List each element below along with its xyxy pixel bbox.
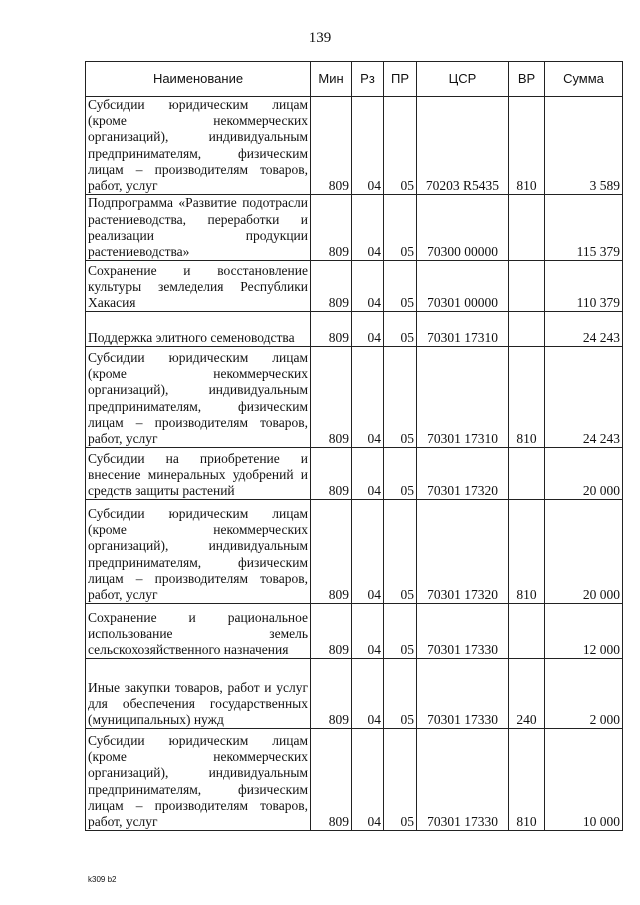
row-vr — [509, 604, 545, 659]
row-min: 809 — [311, 604, 352, 659]
table-row — [86, 659, 623, 729]
row-rz: 04 — [352, 261, 384, 312]
row-name: Иные закупки товаров, работ и услуг для обеспечения государственных (муниципальных) нужд — [86, 659, 311, 729]
table-row — [86, 448, 623, 500]
row-csr: 70301 17330 — [417, 729, 509, 831]
row-sum: 12 000 — [545, 604, 623, 659]
row-csr: 70301 17310 — [417, 312, 509, 347]
row-pr: 05 — [384, 604, 417, 659]
row-min: 809 — [311, 659, 352, 729]
row-csr: 70301 00000 — [417, 261, 509, 312]
row-vr: 810 — [509, 729, 545, 831]
row-rz: 04 — [352, 97, 384, 195]
header-rz: Рз — [352, 62, 384, 97]
row-rz: 04 — [352, 604, 384, 659]
header-vr: ВР — [509, 62, 545, 97]
row-pr: 05 — [384, 97, 417, 195]
row-min: 809 — [311, 312, 352, 347]
row-csr: 70301 17310 — [417, 347, 509, 448]
row-sum: 20 000 — [545, 500, 623, 604]
header-pr: ПР — [384, 62, 417, 97]
row-min: 809 — [311, 347, 352, 448]
row-sum: 3 589 — [545, 97, 623, 195]
row-name: Субсидии юридическим лицам (кроме некоммерческих организаций), индивидуальным предпринимателям, физическим лицам – производителям товаров, работ, услуг — [86, 729, 311, 831]
row-vr — [509, 448, 545, 500]
table-row — [86, 195, 623, 261]
row-csr: 70301 17330 — [417, 604, 509, 659]
row-sum: 24 243 — [545, 312, 623, 347]
row-min: 809 — [311, 500, 352, 604]
table-row — [86, 500, 623, 604]
row-min: 809 — [311, 97, 352, 195]
row-vr: 810 — [509, 97, 545, 195]
row-vr: 810 — [509, 500, 545, 604]
row-rz: 04 — [352, 659, 384, 729]
table-row — [86, 347, 623, 448]
row-name: Субсидии на приобретение и внесение минеральных удобрений и средств защиты растений — [86, 448, 311, 500]
row-csr: 70300 00000 — [417, 195, 509, 261]
row-sum: 115 379 — [545, 195, 623, 261]
row-pr: 05 — [384, 261, 417, 312]
table-row — [86, 261, 623, 312]
footer-code: k309 b2 — [88, 875, 117, 884]
header-csr: ЦСР — [417, 62, 509, 97]
row-rz: 04 — [352, 448, 384, 500]
row-rz: 04 — [352, 195, 384, 261]
row-vr: 240 — [509, 659, 545, 729]
row-min: 809 — [311, 261, 352, 312]
row-name: Субсидии юридическим лицам (кроме некоммерческих организаций), индивидуальным предпринимателям, физическим лицам – производителям товаров, работ, услуг — [86, 347, 311, 448]
row-sum: 24 243 — [545, 347, 623, 448]
row-csr: 70301 17330 — [417, 659, 509, 729]
row-rz: 04 — [352, 312, 384, 347]
row-sum: 110 379 — [545, 261, 623, 312]
row-pr: 05 — [384, 448, 417, 500]
row-vr — [509, 195, 545, 261]
table-row — [86, 97, 623, 195]
page-number: 139 — [308, 30, 332, 46]
row-sum: 2 000 — [545, 659, 623, 729]
row-pr: 05 — [384, 195, 417, 261]
table-row — [86, 729, 623, 831]
row-pr: 05 — [384, 729, 417, 831]
row-min: 809 — [311, 195, 352, 261]
row-pr: 05 — [384, 347, 417, 448]
row-sum: 10 000 — [545, 729, 623, 831]
row-name: Субсидии юридическим лицам (кроме некоммерческих организаций), индивидуальным предпринимателям, физическим лицам – производителям товаров, работ, услуг — [86, 500, 311, 604]
row-csr: 70301 17320 — [417, 448, 509, 500]
row-pr: 05 — [384, 312, 417, 347]
row-sum: 20 000 — [545, 448, 623, 500]
header-sum: Сумма — [545, 62, 623, 97]
row-rz: 04 — [352, 347, 384, 448]
row-rz: 04 — [352, 729, 384, 831]
row-min: 809 — [311, 729, 352, 831]
table-row — [86, 312, 623, 347]
row-name: Субсидии юридическим лицам (кроме некоммерческих организаций), индивидуальным предпринимателям, физическим лицам – производителям товаров, работ, услуг — [86, 97, 311, 195]
row-csr: 70203 R5435 — [417, 97, 509, 195]
header-min: Мин — [311, 62, 352, 97]
row-name: Сохранение и восстановление культуры земледелия Республики Хакасия — [86, 261, 311, 312]
row-min: 809 — [311, 448, 352, 500]
row-vr — [509, 312, 545, 347]
row-vr: 810 — [509, 347, 545, 448]
row-pr: 05 — [384, 500, 417, 604]
table-header-row — [86, 62, 623, 97]
row-pr: 05 — [384, 659, 417, 729]
row-name: Подпрограмма «Развитие подотрасли растениеводства, переработки и реализации продукции растениеводства» — [86, 195, 311, 261]
budget-table — [85, 61, 623, 831]
row-name: Сохранение и рациональное использование земель сельскохозяйственного назначения — [86, 604, 311, 659]
row-name: Поддержка элитного семеноводства — [86, 312, 311, 347]
row-rz: 04 — [352, 500, 384, 604]
row-csr: 70301 17320 — [417, 500, 509, 604]
row-vr — [509, 261, 545, 312]
table-row — [86, 604, 623, 659]
header-name: Наименование — [86, 62, 311, 97]
